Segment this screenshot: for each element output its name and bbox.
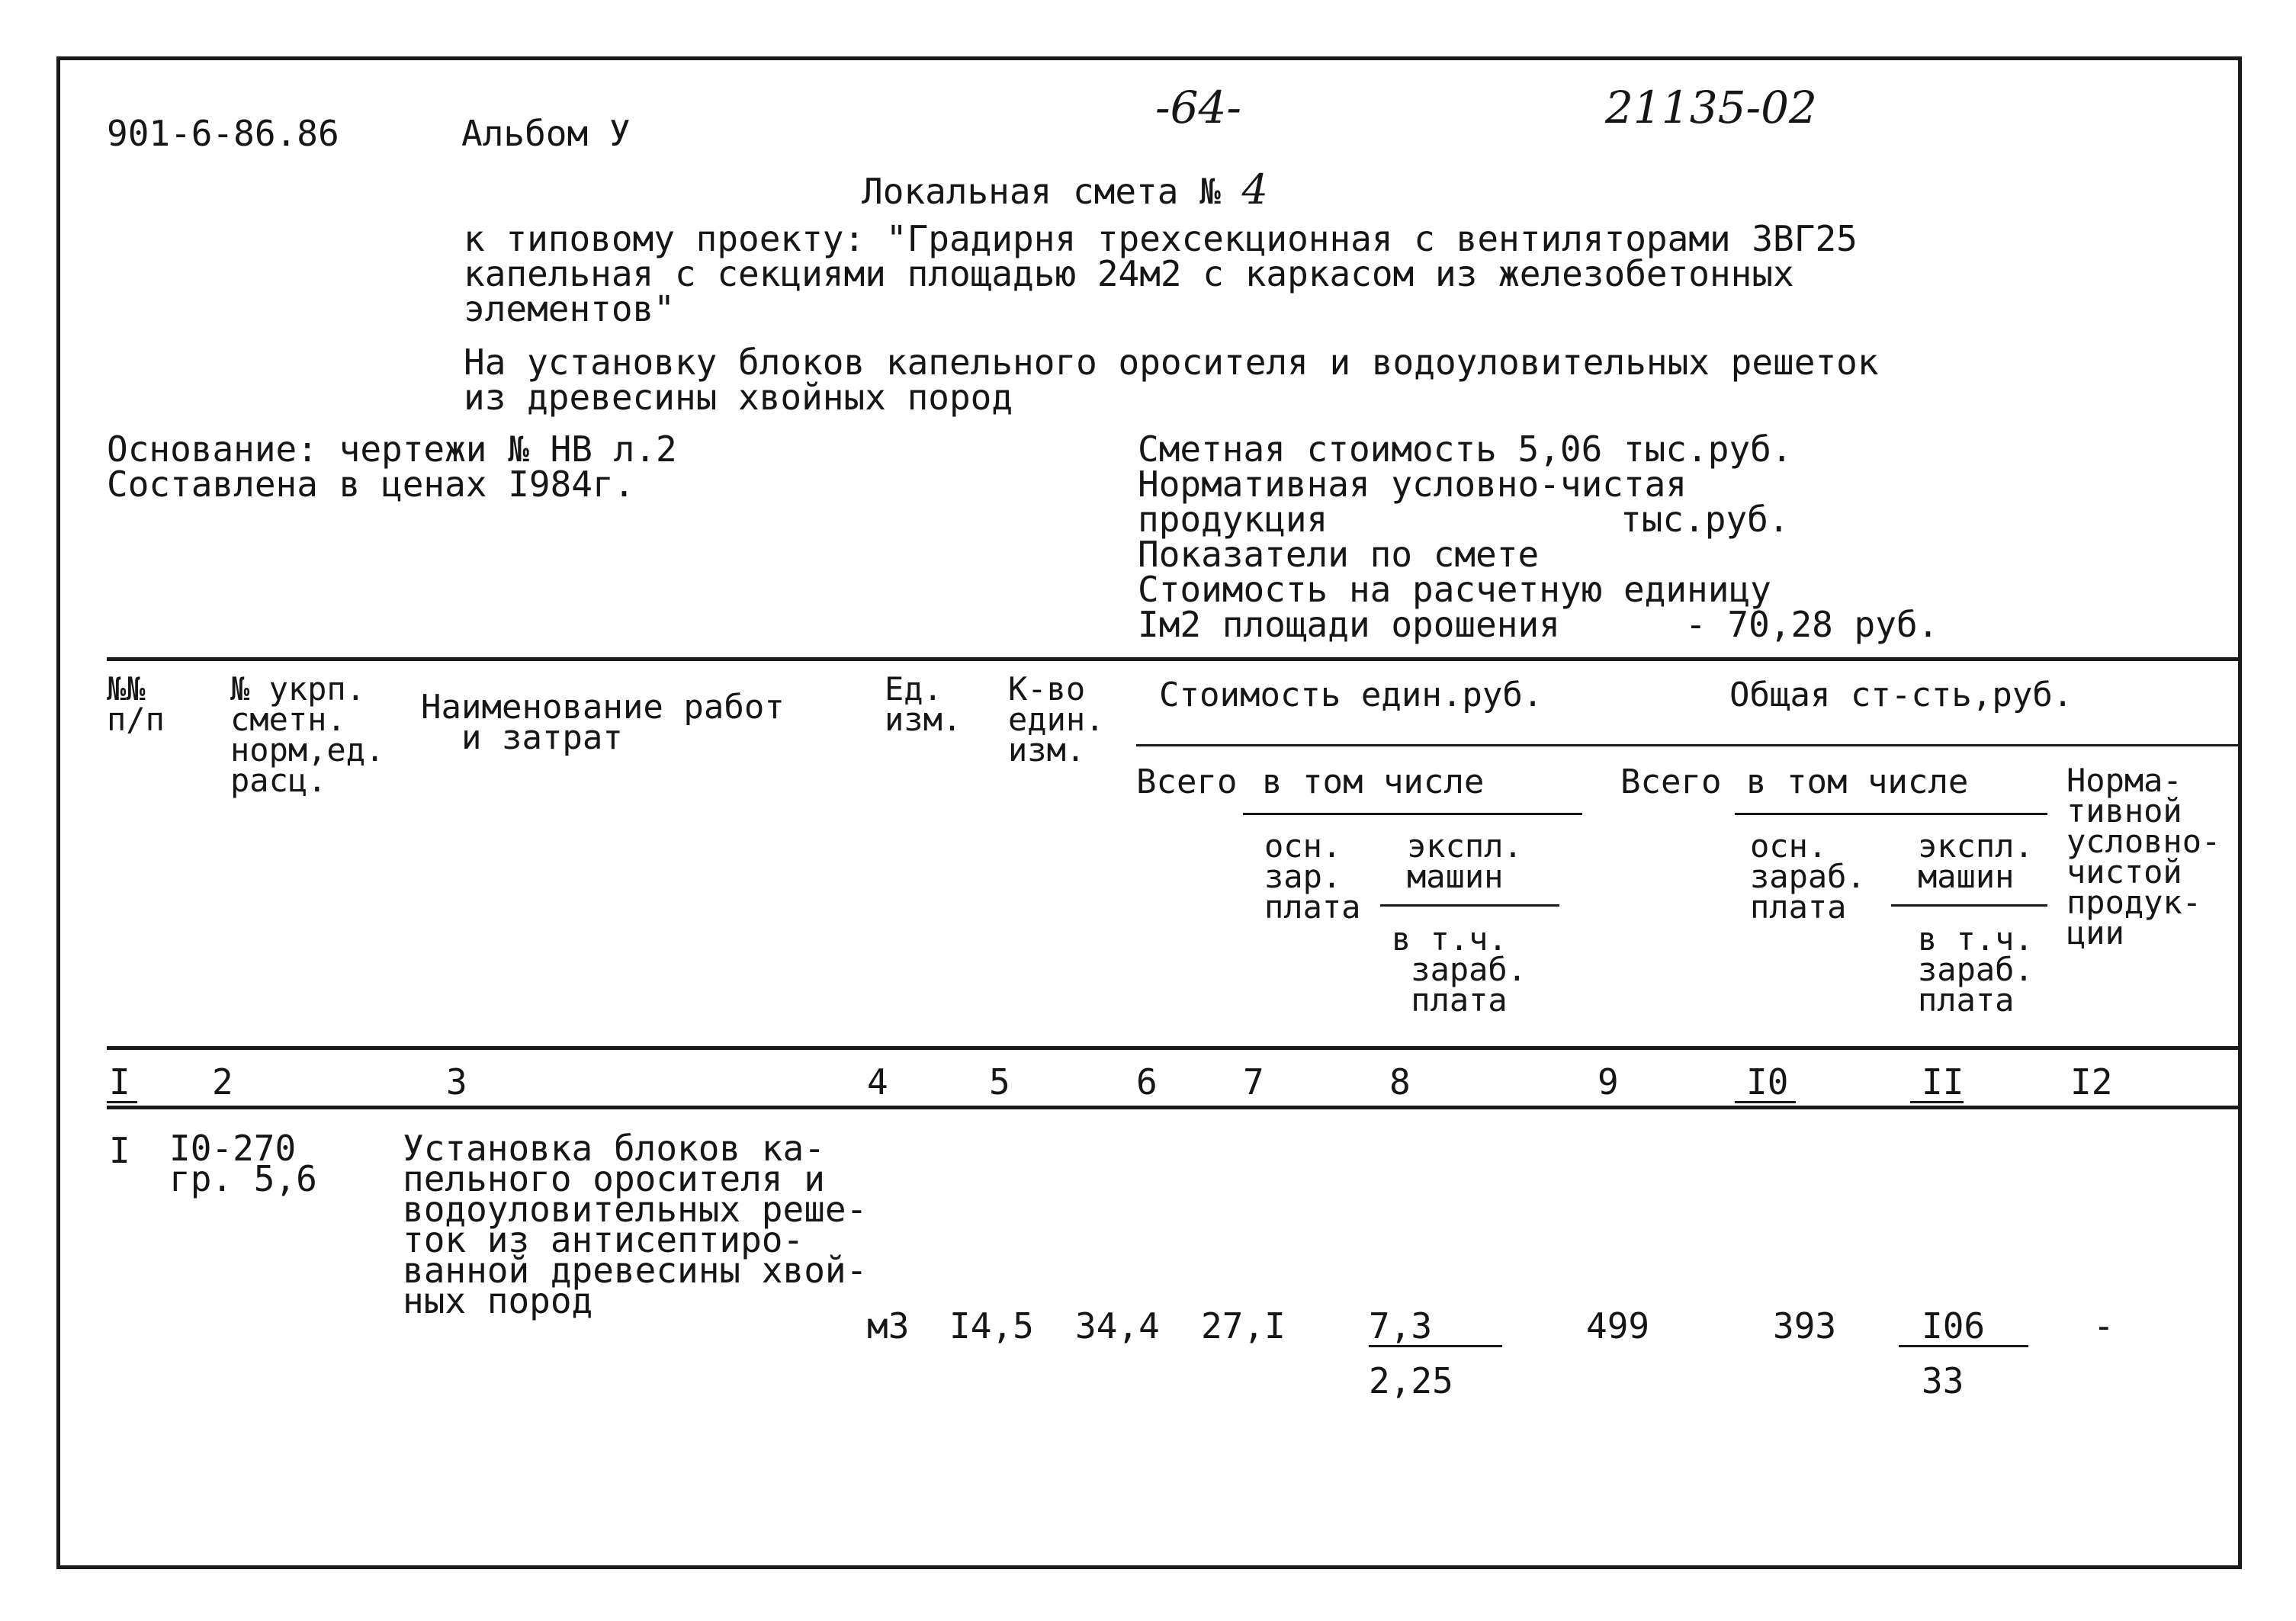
column-number: 3 — [446, 1061, 467, 1103]
header-total-including-rule — [1735, 813, 2047, 815]
work-purpose: На установку блоков капельного оросителя и водоуловительных решеток из древесины хвойных пород — [464, 342, 1879, 418]
column-number: 5 — [989, 1061, 1010, 1103]
document-number: 21135-02 — [1605, 82, 1817, 133]
column-number: II — [1922, 1061, 1964, 1103]
row-unit-machines-rule — [1369, 1345, 1502, 1347]
row-number: I — [109, 1130, 130, 1171]
album-label: Альбом У — [461, 113, 631, 154]
column-number-underline — [107, 1101, 137, 1103]
column-number: I2 — [2070, 1061, 2113, 1103]
header-total-total: Всего — [1620, 762, 1722, 801]
header-unit-machines-rule — [1380, 904, 1559, 907]
row-norm-code: I0-270 гр. 5,6 — [169, 1128, 317, 1199]
header-unit-including: в том числе — [1262, 762, 1485, 801]
header-total-base-wage: осн. зараб. плата — [1750, 827, 1866, 926]
column-number-underline — [1735, 1101, 1796, 1103]
header-quantity: К-во един. изм. — [1008, 670, 1105, 769]
indicators-label: Показатели по смете — [1138, 534, 1540, 575]
column-number: 7 — [1243, 1061, 1264, 1103]
estimate-title-label: Локальная смета № — [862, 171, 1221, 212]
row-total-machines: I06 — [1922, 1305, 1986, 1347]
unit-cost-item: Iм2 площади орошения — [1138, 604, 1560, 645]
header-unit: Ед. изм. — [885, 670, 962, 738]
header-total-machines-rule — [1891, 904, 2047, 907]
row-unit-base-wage: 27,I — [1201, 1305, 1286, 1347]
estimate-title — [862, 165, 1268, 213]
unit-cost-value: - 70,28 руб. — [1685, 604, 1939, 645]
project-code: 901-6-86.86 — [107, 113, 339, 154]
page-number: -64- — [1155, 82, 1241, 133]
header-norm-code: № укрп. сметн. норм,ед. расц. — [230, 670, 385, 799]
header-group-rule — [1136, 744, 2242, 746]
estimate-number: 4 — [1241, 165, 1268, 213]
header-unit-including-rule — [1243, 813, 1582, 815]
estimate-basis: Основание: чертежи № НВ л.2 Составлена в ценах I984г. — [107, 429, 677, 505]
row-unit: м3 — [867, 1305, 910, 1347]
header-row-number: №№ п/п — [107, 670, 165, 738]
header-total-machines: экспл. машин — [1918, 827, 2034, 895]
column-number: 2 — [212, 1061, 233, 1103]
column-number: 8 — [1389, 1061, 1411, 1103]
row-total-machines-rule — [1899, 1345, 2028, 1347]
header-unit-cost-group: Стоимость един.руб. — [1159, 676, 1543, 714]
column-number: 4 — [867, 1061, 888, 1103]
table-top-rule — [107, 657, 2242, 661]
row-unit-machines: 7,3 — [1369, 1305, 1433, 1347]
header-total-machines-wage: в т.ч. зараб. плата — [1918, 920, 2034, 1019]
header-normative-product: Норма- тивной условно- чистой продук- ции — [2066, 762, 2221, 952]
project-description: к типовому проекту: "Градирня трехсекционная с вентиляторами ЗВГ25 капельная с секциями площадью 24м2 с каркасом из железобетонных элементов" — [464, 218, 1858, 329]
header-unit-base-wage: осн. зар. плата — [1264, 827, 1361, 926]
header-unit-total: Всего — [1136, 762, 1238, 801]
header-work-name: Наименование работ и затрат — [421, 688, 785, 757]
column-number-bottom-rule — [107, 1106, 2242, 1109]
column-number: I0 — [1746, 1061, 1789, 1103]
unit-cost-label: Стоимость на расчетную единицу — [1138, 569, 1771, 610]
row-total-machines-wage: 33 — [1922, 1360, 1964, 1401]
normative-product-unit: тыс.руб. — [1620, 499, 1790, 540]
row-total-base-wage: 393 — [1773, 1305, 1837, 1347]
normative-product-sublabel: продукция — [1138, 499, 1328, 540]
row-normative-product: - — [2093, 1305, 2115, 1347]
row-unit-machines-wage: 2,25 — [1369, 1360, 1453, 1401]
row-work-name: Установка блоков ка- пельного оросителя и водоуловительных реше- ток из антисептиро- ванной древесины хвой- ных пород — [403, 1128, 868, 1321]
normative-product-label: Нормативная условно-чистая — [1138, 464, 1687, 505]
column-number: 6 — [1136, 1061, 1158, 1103]
column-number-top-rule — [107, 1046, 2242, 1050]
estimated-cost: Сметная стоимость 5,06 тыс.руб. — [1138, 429, 1793, 470]
row-quantity: I4,5 — [949, 1305, 1034, 1347]
column-number: 9 — [1598, 1061, 1619, 1103]
row-unit-total: 34,4 — [1075, 1305, 1160, 1347]
column-number-underline — [1910, 1101, 1964, 1103]
header-total-cost-group: Общая ст-сть,руб. — [1729, 676, 2073, 714]
row-total: 499 — [1586, 1305, 1650, 1347]
header-unit-machines: экспл. машин — [1407, 827, 1523, 895]
header-total-including: в том числе — [1746, 762, 1969, 801]
header-unit-machines-wage: в т.ч. зараб. плата — [1392, 920, 1527, 1019]
column-number: I — [109, 1061, 130, 1103]
